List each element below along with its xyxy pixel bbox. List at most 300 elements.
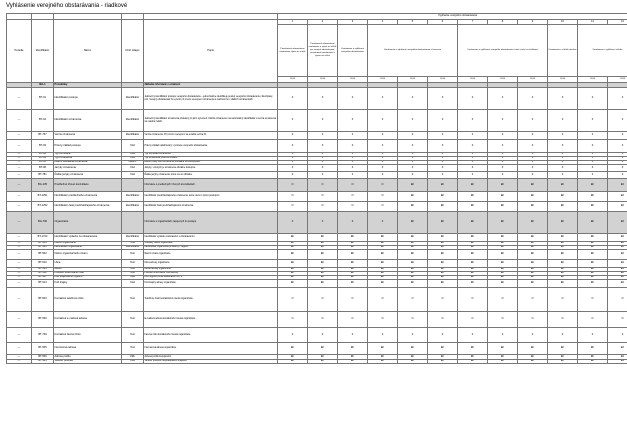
cell-popis: Ulica adresy organizácie. [144,260,278,268]
cell-popis: Identifikátor predchádzajúceho oznámenia, ktoré súvisí s týmto postupom. [144,192,278,202]
cell-value: O [488,312,518,328]
cell-value: F [458,165,488,172]
cell-value: EF [548,268,578,272]
cell-popis: Identifikátor organizácie pridelený v registri. [144,246,278,250]
cell-value: F [428,172,458,179]
cell-value: EF [398,343,428,355]
cell-popis: Informácie o organizáciách zapojených do postupu. [144,212,278,234]
cell-popis: Internetová adresa organizácie. [144,343,278,355]
cell-value: F [278,212,308,234]
cell-value: F [518,172,548,179]
cell-value: O [518,312,548,328]
cell-poradie: — [7,179,32,192]
cell-druh: Kód [122,165,144,172]
cell-druh: Kód [122,153,144,157]
cell-identifikator: BT-05 [32,161,54,165]
cell-value: EF [308,268,338,272]
cell-nazov: Verzia oznámenia [54,132,122,140]
cell-value: EF [398,260,428,268]
cell-value: F [308,172,338,179]
cell-value: EF [578,202,608,212]
cell-value: EF [308,246,338,250]
cell-value: F [458,132,488,140]
cell-value: F [608,132,627,140]
cell-value: EF [398,272,428,276]
cell-value: EF [398,179,428,192]
cell-value: F [338,172,368,179]
cell-value: F [608,165,627,172]
cell-nazov: Ďalšie jazyky oznámenia [54,172,122,179]
cell-value: EF [278,280,308,288]
cell-value: F [278,157,308,161]
table-row [7,328,627,343]
cell-value: F [338,132,368,140]
sub-header: Prieskumné informatívne oznámenie výzva na súťaž [278,25,308,77]
cell-value: EF [608,343,627,355]
header-identifikator: Identifikátor [32,20,54,83]
cell-value: EF [338,343,368,355]
cell-identifikator: BT-509 [32,355,54,360]
cell-poradie: — [7,280,32,288]
cell-value: EF [608,192,627,202]
cell-value: F [308,110,338,132]
cell-value: EF [548,202,578,212]
cell-value: F [578,88,608,110]
cell-value: F [428,161,458,165]
cell-value: F [608,172,627,179]
cell-value: EF [428,280,458,288]
cell-value: O [458,312,488,328]
cell-value: F [368,328,398,343]
cell-druh: Text [122,250,144,260]
cell-value: EF [428,242,458,246]
cell-value: EF [308,343,338,355]
cell-poradie: — [7,157,32,161]
cell-value: EF [338,242,368,246]
cell-nazov: Kontaktné telefónne číslo [54,288,122,312]
cell-value: EF [458,360,488,364]
cell-value: EF [458,234,488,242]
cell-value: EF [428,202,458,212]
cell-value: EF [548,355,578,360]
cell-value: EF [518,276,548,280]
page-title: Vyhlásenie verejného obstarávania - riadkové [6,3,128,9]
cell-popis: Verzia oznámenia. Pri prvom uverejnení sa uvádza verzia 01. [144,132,278,140]
table-row [7,312,627,328]
cell-value: F [398,165,428,172]
col-number: 6 [428,20,458,25]
cell-value: F [548,328,578,343]
cell-identifikator: BT-04 [32,110,54,132]
cell-value: EF [368,360,398,364]
year-label: 2014 [608,77,627,83]
cell-value: EF [398,355,428,360]
cell-value: F [458,328,488,343]
header-popis: Popis [144,20,278,83]
cell-value: O [278,192,308,202]
cell-value: EF [518,246,548,250]
cell-value: EF [518,360,548,364]
cell-value: O [458,288,488,312]
cell-value: F [308,212,338,234]
cell-value: F [278,161,308,165]
cell-value: F [488,157,518,161]
cell-value: EF [278,242,308,246]
cell-value: F [338,212,368,234]
cell-nazov: Typ oznámenia [54,157,122,161]
table-row [7,172,627,179]
cell-nazov: Kontaktná e-mailová adresa [54,312,122,328]
cell-value: F [458,172,488,179]
cell-value: EF [458,260,488,268]
cell-value: EF [338,268,368,272]
year-label: 2014 [338,77,368,83]
cell-value: F [398,110,428,132]
col-number: 9 [518,20,548,25]
cell-value: EF [518,260,548,268]
cell-poradie: — [7,360,32,364]
cell-value: EF [428,268,458,272]
cell-value: F [368,140,398,153]
cell-value: EF [278,246,308,250]
cell-nazov: Mesto [54,268,122,272]
cell-value: O [308,202,338,212]
cell-value: EF [398,360,428,364]
cell-value: EF [548,212,578,234]
cell-identifikator: BG-105 [32,179,54,192]
cell-value: EF [278,343,308,355]
cell-druh: Identifikátor [122,110,144,132]
cell-poradie: — [7,276,32,280]
table-row [7,212,627,234]
cell-nazov: Kód krajiny [54,280,122,288]
cell-value: EF [488,234,518,242]
cell-value: EF [338,250,368,260]
cell-identifikator: BG-1 [32,83,54,88]
cell-value: F [548,161,578,165]
cell-value: EF [428,212,458,234]
year-label: 2014 [398,77,428,83]
cell-poradie: — [7,161,32,165]
cell-value: F [308,88,338,110]
cell-poradie: — [7,343,32,355]
cell-value: EF [368,242,398,246]
cell-value: F [368,165,398,172]
cell-value: EF [578,260,608,268]
cell-value: EF [518,280,548,288]
cell-popis: Kód krajiny adresy organizácie. [144,280,278,288]
cell-value: EF [578,246,608,250]
cell-identifikator: BT-01 [32,88,54,110]
cell-popis: Dátum, kedy bolo oznámenie odoslané na uverejnenie. [144,161,278,165]
cell-value: EF [518,272,548,276]
cell-druh: Identifikátor [122,246,144,250]
year-label: 2014 [458,77,488,83]
cell-value: EF [578,280,608,288]
cell-identifikator: BT-506 [32,312,54,328]
cell-value: F [368,88,398,110]
cell-identifikator: BT-514 [32,280,54,288]
cell-poradie: — [7,88,32,110]
cell-poradie: — [7,153,32,157]
cell-nazov: Kód krajinského regiónu [54,276,122,280]
cell-value: F [338,165,368,172]
cell-value: EF [548,179,578,192]
cell-identifikator: BT-500 [32,242,54,246]
cell-poradie: — [7,288,32,312]
cell-druh: Text [122,312,144,328]
cell-value: O [338,202,368,212]
cell-identifikator: BT-781 [32,172,54,179]
cell-value: EF [398,234,428,242]
data-table [6,13,627,364]
cell-value: F [518,161,548,165]
cell-popis: Právny základ uplatňovaný v postupe verejného obstarávania. [144,140,278,153]
cell-poradie: — [7,192,32,202]
cell-druh: Text [122,268,144,272]
cell-value: EF [308,250,338,260]
year-label: 2014 [428,77,458,83]
cell-poradie: — [7,242,32,246]
cell-value: O [428,288,458,312]
col-number: 12 [608,20,627,25]
col-number: 3 [338,20,368,25]
cell-value: F [578,161,608,165]
cell-value: EF [488,202,518,212]
cell-druh: Kód [122,360,144,364]
cell-value: O [368,312,398,328]
sub-header: Oznámenie o vyhlásení verejného obstarávania [338,25,368,77]
cell-value: EF [458,202,488,212]
cell-value: F [518,328,548,343]
cell-value: EF [338,355,368,360]
cell-identifikator: BT-513 [32,268,54,272]
cell-druh: Dátum [122,161,144,165]
cell-popis: Identifikátor výdavku súvisiaceho s obstarávaním. [144,234,278,242]
cell-value: F [458,110,488,132]
cell-popis: Mesto adresy organizácie. [144,268,278,272]
cell-value: EF [488,268,518,272]
header-nazov: Názov [54,20,122,83]
cell-value: F [548,153,578,157]
cell-druh: Kód [122,276,144,280]
cell-value: F [368,157,398,161]
cell-value: EF [548,280,578,288]
cell-value: F [278,110,308,132]
table-row [7,88,627,110]
cell-value: EF [308,276,338,280]
table-body [7,83,627,364]
cell-value: EF [428,272,458,276]
cell-value: F [338,161,368,165]
year-label: 2014 [518,77,548,83]
cell-value: EF [608,179,627,192]
cell-popis: Veľkosť podniku hospodárskeho subjektu. [144,360,278,364]
table-row [7,234,627,242]
cell-value: EF [608,246,627,250]
cell-value: F [488,172,518,179]
cell-value: F [398,153,428,157]
cell-identifikator: BT-503 [32,288,54,312]
cell-value: F [428,153,458,157]
cell-value: EF [608,212,627,234]
cell-value: F [548,165,578,172]
cell-value: O [338,179,368,192]
cell-value: O [308,288,338,312]
cell-nazov: Identifikátor postupu [54,88,122,110]
cell-value: O [368,202,398,212]
cell-nazov: Poznámky [54,83,122,88]
cell-poradie: — [7,250,32,260]
cell-value: EF [518,268,548,272]
cell-value: F [578,165,608,172]
cell-value: F [308,161,338,165]
cell-value: EF [278,276,308,280]
cell-value: F [518,140,548,153]
cell-value: EF [278,260,308,268]
cell-value: F [518,157,548,161]
cell-value: EF [488,343,518,355]
cell-value: EF [428,234,458,242]
cell-popis: Telefónne číslo kontaktného miesta organizácie. [144,288,278,312]
cell-nazov: Právny základ postupu [54,140,122,153]
cell-poradie: — [7,246,32,250]
cell-value: O [518,288,548,312]
cell-value: F [578,172,608,179]
cell-druh: Text [122,242,144,246]
cell-value: EF [338,276,368,280]
spreadsheet [6,13,625,364]
cell-druh: Identifikátor [122,132,144,140]
group-header: Vyplňanie verejného obstarávania [278,14,627,20]
cell-value: F [308,153,338,157]
cell-popis: Typ formulára oznámenia. [144,153,278,157]
cell-value: EF [308,260,338,268]
cell-identifikator: BT-1251 [32,192,54,202]
cell-popis: Poštové smerovacie číslo adresy. [144,272,278,276]
cell-identifikator: BT-03 [32,140,54,153]
cell-popis: Identifikátor časti predchádzajúceho oznámenia. [144,202,278,212]
cell-value: EF [608,276,627,280]
cell-druh: Text [122,260,144,268]
col-number: 11 [578,20,608,25]
cell-nazov: Poštové smerovacie číslo [54,272,122,276]
cell-value: EF [518,250,548,260]
cell-value: EF [548,276,578,280]
cell-value: F [428,165,458,172]
cell-nazov: Typ formulára [54,153,122,157]
cell-value: EF [368,272,398,276]
cell-value: EF [578,355,608,360]
cell-value: EF [278,360,308,364]
cell-identifikator: BG-700 [32,212,54,234]
cell-value: EF [368,280,398,288]
cell-value: EF [398,250,428,260]
cell-value: O [548,288,578,312]
cell-poradie: — [7,140,32,153]
cell-value: EF [548,272,578,276]
cell-value: F [548,132,578,140]
cell-value: EF [488,280,518,288]
cell-value: EF [308,272,338,276]
cell-value: EF [428,276,458,280]
cell-popis: Oficiálny názov organizácie. [144,242,278,246]
cell-value: O [308,312,338,328]
cell-identifikator: BT-512 [32,272,54,276]
cell-value: EF [518,202,548,212]
cell-value: F [368,153,398,157]
cell-value: EF [548,234,578,242]
cell-value: F [548,157,578,161]
cell-nazov: Adresa profilu [54,355,122,360]
col-number: 1 [278,20,308,25]
cell-value: EF [398,268,428,272]
cell-value: EF [338,246,368,250]
cell-value: F [308,132,338,140]
cell-value: EF [608,242,627,246]
cell-value: EF [278,234,308,242]
col-number: 8 [488,20,518,25]
cell-value: EF [308,360,338,364]
cell-druh [122,179,144,192]
cell-identifikator: BT-501 [32,246,54,250]
cell-value: EF [428,343,458,355]
cell-value: EF [518,192,548,202]
cell-value: EF [428,192,458,202]
year-label: 2014 [368,77,398,83]
cell-nazov: Dátum odoslania oznámenia [54,161,122,165]
cell-value: F [518,88,548,110]
cell-value: EF [338,234,368,242]
cell-value: EF [428,179,458,192]
cell-value: EF [428,246,458,250]
cell-nazov: Názov organizácie [54,242,122,246]
cell-value: O [578,288,608,312]
cell-value: EF [458,276,488,280]
cell-druh: Text [122,343,144,355]
cell-popis: Jazyky, v ktorých je oznámenie oficiálne dostupné. [144,165,278,172]
cell-value: F [338,153,368,157]
cell-poradie: — [7,268,32,272]
cell-druh: Text [122,288,144,312]
cell-nazov: Predbežné trhové konzultácie [54,179,122,192]
cell-popis: Názov útvaru organizácie. [144,250,278,260]
year-label: 2014 [278,77,308,83]
cell-value: EF [488,250,518,260]
cell-value: F [488,132,518,140]
cell-poradie: — [7,132,32,140]
cell-value: EF [398,192,428,202]
cell-value: EF [398,212,428,234]
cell-value: F [428,328,458,343]
cell-value: EF [488,192,518,202]
cell-popis: Ďalšie jazyky oznámenia, ktoré nie sú oficiálne. [144,172,278,179]
cell-value: EF [518,343,548,355]
cell-druh: Kód [122,172,144,179]
cell-value: F [488,140,518,153]
cell-value: F [428,132,458,140]
cell-value: EF [308,355,338,360]
header-druh: Druh údajov [122,20,144,83]
cell-value: EF [578,272,608,276]
cell-poradie: — [7,172,32,179]
cell-value: F [308,328,338,343]
cell-identifikator: BT-502 [32,250,54,260]
cell-value: EF [608,355,627,360]
cell-value: EF [458,343,488,355]
cell-value: EF [368,260,398,268]
sub-header: Oznámenie o vyhlásení verejného obstarávania a koncesie [368,25,458,77]
